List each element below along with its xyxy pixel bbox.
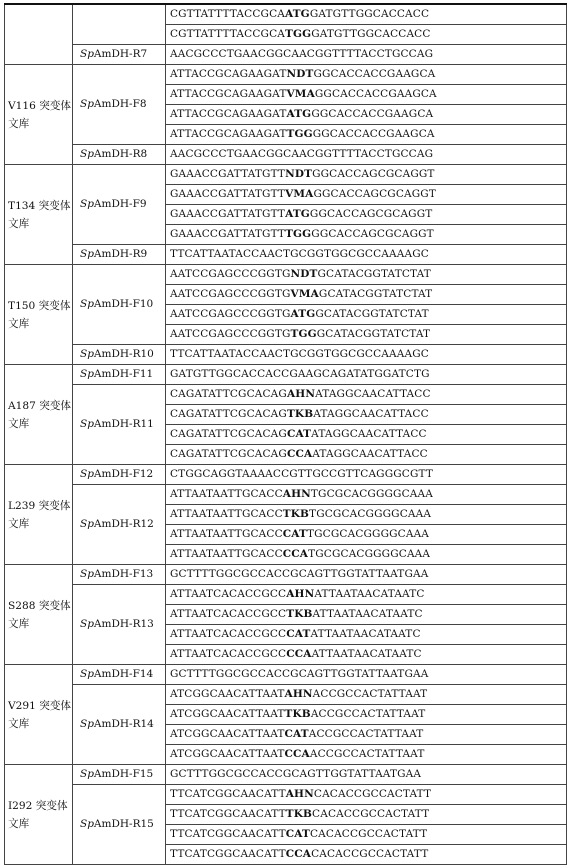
- mutation-codon: VMA: [290, 288, 319, 300]
- sequence-prefix: GAAACCGATTATGTT: [170, 208, 286, 220]
- sequence-prefix: TTCATTAATACCAACTGCGGTGGCGCCAAAAGC: [170, 248, 429, 260]
- sequence-cell: [166, 565, 567, 585]
- primer-name-cell: [73, 345, 166, 365]
- table-row: [5, 65, 567, 85]
- table-row: [5, 565, 567, 585]
- primer-name-cell: [73, 165, 166, 245]
- sequence-prefix: ATCGGCAACATTAAT: [170, 748, 285, 760]
- sequence-cell: [166, 665, 567, 685]
- sequence-suffix: GGCACCACCGAAGCA: [312, 128, 435, 140]
- species-prefix: Sp: [80, 768, 94, 780]
- primer-name-rest: AmDH-F9: [93, 198, 147, 210]
- mutation-codon: TKB: [286, 408, 314, 420]
- table-row: [5, 4, 567, 25]
- primer-name-rest: AmDH-R11: [93, 418, 154, 430]
- sequence-cell: [166, 525, 567, 545]
- sequence-prefix: TTCATCGGCAACATT: [170, 828, 286, 840]
- primer-name-cell: [73, 685, 166, 765]
- primer-name-cell: [73, 65, 166, 145]
- sequence-prefix: GAAACCGATTATGTT: [170, 228, 286, 240]
- sequence-cell: [166, 445, 567, 465]
- sequence-prefix: ATTAATAATTGCACC: [170, 548, 283, 560]
- sequence-cell: [166, 185, 567, 205]
- primer-name-cell: [73, 145, 166, 165]
- sequence-cell: [166, 725, 567, 745]
- mutation-codon: ATG: [285, 208, 310, 220]
- mutation-codon: CAT: [285, 828, 310, 840]
- library-cell: I292 突变体文库: [5, 765, 73, 865]
- sequence-suffix: GGCACCACCGAAGCA: [314, 88, 437, 100]
- sequence-prefix: ATTAATCACACCGCC: [170, 628, 287, 640]
- mutation-codon: ATG: [285, 8, 310, 20]
- sequence-prefix: ATTAATCACACCGCC: [170, 648, 287, 660]
- mutation-codon: CCA: [284, 748, 310, 760]
- mutation-codon: CAT: [282, 528, 307, 540]
- primer-name-cell: [73, 465, 166, 485]
- primer-name-cell: [73, 4, 166, 45]
- sequence-suffix: GATGTTGGCACCACC: [309, 8, 430, 20]
- sequence-suffix: TGCGCACGGGGCAAA: [310, 488, 433, 500]
- sequence-cell: [166, 345, 567, 365]
- species-prefix: Sp: [80, 368, 94, 380]
- sequence-prefix: AATCCGAGCCCGGTG: [170, 328, 291, 340]
- sequence-cell: [166, 205, 567, 225]
- primer-name-rest: AmDH-F13: [93, 568, 154, 580]
- sequence-suffix: ACCGCCACTATTAAT: [308, 728, 424, 740]
- sequence-cell: [166, 425, 567, 445]
- sequence-prefix: ATTACCGCAGAAGAT: [170, 108, 287, 120]
- library-cell: V291 突变体文库: [5, 665, 73, 765]
- sequence-cell: [166, 85, 567, 105]
- library-cell: V116 突变体文库: [5, 65, 73, 165]
- sequence-suffix: CACACCGCCACTATT: [311, 848, 429, 860]
- sequence-cell: [166, 745, 567, 765]
- table-row: [5, 485, 567, 505]
- table-row: [5, 665, 567, 685]
- sequence-prefix: CAGATATTCGCACAG: [170, 388, 287, 400]
- library-cell: A187 突变体文库: [5, 365, 73, 465]
- sequence-prefix: ATTAATAATTGCACC: [170, 528, 283, 540]
- table-row: [5, 365, 567, 385]
- sequence-suffix: GGCACCAGCGCAGGT: [312, 168, 435, 180]
- mutation-codon: NDT: [286, 68, 314, 80]
- primer-name-rest: AmDH-R10: [93, 348, 154, 360]
- sequence-cell: [166, 305, 567, 325]
- primer-name-cell: [73, 565, 166, 585]
- primer-name-rest: AmDH-R12: [93, 518, 154, 530]
- mutation-codon: VMA: [286, 88, 315, 100]
- sequence-suffix: ACCGCCACTATTAAT: [312, 688, 428, 700]
- mutation-codon: TGG: [285, 228, 312, 240]
- primer-name-rest: AmDH-F11: [93, 368, 154, 380]
- mutation-codon: ATG: [290, 308, 316, 320]
- species-prefix: Sp: [80, 668, 94, 680]
- sequence-cell: [166, 65, 567, 85]
- mutation-codon: CCA: [286, 648, 312, 660]
- sequence-prefix: ATTAATAATTGCACC: [170, 508, 283, 520]
- primer-name-rest: AmDH-R14: [93, 718, 154, 730]
- table-row: [5, 265, 567, 285]
- sequence-prefix: GAAACCGATTATGTT: [170, 188, 286, 200]
- sequence-cell: [166, 145, 567, 165]
- sequence-cell: [166, 585, 567, 605]
- library-cell: [5, 4, 73, 65]
- sequence-prefix: CAGATATTCGCACAG: [170, 428, 287, 440]
- sequence-cell: [166, 265, 567, 285]
- species-prefix: Sp: [80, 148, 94, 160]
- sequence-prefix: ATTACCGCAGAAGAT: [170, 128, 287, 140]
- species-prefix: Sp: [80, 48, 94, 60]
- table-row: [5, 765, 567, 785]
- primer-name-cell: [73, 45, 166, 65]
- species-prefix: Sp: [80, 518, 94, 530]
- sequence-prefix: GCTTTGGCGCCACCGCAGTTGGTATTAATGAA: [170, 768, 422, 780]
- mutation-codon: TGG: [290, 328, 317, 340]
- sequence-cell: [166, 485, 567, 505]
- species-prefix: Sp: [80, 348, 94, 360]
- sequence-cell: [166, 825, 567, 845]
- primer-name-rest: AmDH-R9: [93, 248, 148, 260]
- primer-name-cell: [73, 485, 166, 565]
- sequence-cell: [166, 765, 567, 785]
- mutation-codon: CAT: [286, 628, 311, 640]
- table-row: [5, 345, 567, 365]
- sequence-cell: [166, 285, 567, 305]
- sequence-suffix: CACACCGCCACTATT: [312, 808, 430, 820]
- sequence-prefix: AACGCCCTGAACGGCAACGGTTTTACCTGCCAG: [170, 148, 434, 160]
- sequence-cell: [166, 645, 567, 665]
- mutation-codon: CCA: [282, 548, 309, 560]
- mutation-codon: TKB: [282, 508, 310, 520]
- sequence-cell: [166, 105, 567, 125]
- sequence-cell: [166, 705, 567, 725]
- sequence-prefix: CTGGCAGGTAAAACCGTTGCCGTTCAGGGCGTT: [170, 468, 434, 480]
- sequence-suffix: ATAGGCAACATTACC: [312, 448, 428, 460]
- primer-name-cell: [73, 265, 166, 345]
- sequence-cell: [166, 845, 567, 865]
- sequence-prefix: AATCCGAGCCCGGTG: [170, 288, 291, 300]
- sequence-prefix: CAGATATTCGCACAG: [170, 408, 287, 420]
- sequence-prefix: CAGATATTCGCACAG: [170, 448, 287, 460]
- mutation-codon: TGG: [286, 128, 313, 140]
- mutation-codon: AHN: [286, 388, 316, 400]
- primer-name-rest: AmDH-R13: [93, 618, 154, 630]
- mutation-codon: AHN: [285, 788, 314, 800]
- table-row: [5, 385, 567, 405]
- primer-name-rest: AmDH-R15: [93, 818, 154, 830]
- sequence-cell: [166, 225, 567, 245]
- sequence-prefix: AATCCGAGCCCGGTG: [170, 268, 291, 280]
- sequence-suffix: ATTAATAACATAATC: [310, 628, 421, 640]
- sequence-suffix: ATAGGCAACATTACC: [315, 388, 431, 400]
- sequence-suffix: TGCGCACGGGGCAAA: [306, 528, 430, 540]
- sequence-cell: [166, 365, 567, 385]
- species-prefix: Sp: [80, 718, 94, 730]
- sequence-cell: [166, 785, 567, 805]
- sequence-suffix: ATAGGCAACATTACC: [311, 428, 427, 440]
- sequence-suffix: GCATACGGTATCTAT: [316, 328, 431, 340]
- mutation-codon: TKB: [284, 708, 311, 720]
- primer-table-body: [5, 4, 567, 865]
- sequence-prefix: CGTTATTTTACCGCA: [170, 28, 285, 40]
- species-prefix: Sp: [80, 98, 94, 110]
- sequence-suffix: GGCACCAGCGCAGGT: [311, 228, 434, 240]
- sequence-prefix: TTCATCGGCAACATT: [170, 788, 286, 800]
- sequence-suffix: GATGTTGGCACCACC: [311, 28, 431, 40]
- mutation-codon: ATG: [286, 108, 312, 120]
- primer-name-cell: [73, 765, 166, 785]
- sequence-prefix: TTCATTAATACCAACTGCGGTGGCGCCAAAAGC: [170, 348, 429, 360]
- sequence-cell: [166, 165, 567, 185]
- sequence-prefix: GAAACCGATTATGTT: [170, 168, 286, 180]
- table-row: [5, 165, 567, 185]
- sequence-prefix: GATGTTGGCACCACCGAAGCAGATATGGATCTG: [170, 368, 430, 380]
- sequence-cell: [166, 4, 567, 25]
- species-prefix: Sp: [80, 618, 94, 630]
- sequence-suffix: ATAGGCAACATTACC: [313, 408, 429, 420]
- mutation-codon: VMA: [285, 188, 314, 200]
- sequence-prefix: ATTAATAATTGCACC: [170, 488, 283, 500]
- sequence-prefix: CGTTATTTTACCGCA: [170, 8, 285, 20]
- sequence-cell: [166, 245, 567, 265]
- primer-name-rest: AmDH-F15: [93, 768, 154, 780]
- mutation-codon: AHN: [286, 588, 315, 600]
- sequence-prefix: ATTACCGCAGAAGAT: [170, 68, 287, 80]
- sequence-suffix: CACACCGCCACTATT: [309, 828, 428, 840]
- table-row: [5, 465, 567, 485]
- sequence-cell: [166, 325, 567, 345]
- species-prefix: Sp: [80, 298, 94, 310]
- mutation-codon: TKB: [285, 808, 313, 820]
- sequence-suffix: ACCGCCACTATTAAT: [309, 748, 425, 760]
- table-row: [5, 585, 567, 605]
- table-row: [5, 785, 567, 805]
- sequence-suffix: GGCACCAGCGCAGGT: [313, 188, 436, 200]
- sequence-cell: [166, 45, 567, 65]
- primer-name-rest: AmDH-R8: [93, 148, 148, 160]
- library-cell: S288 突变体文库: [5, 565, 73, 665]
- sequence-cell: [166, 505, 567, 525]
- primer-name-cell: [73, 245, 166, 265]
- sequence-suffix: TGCGCACGGGGCAAA: [309, 508, 432, 520]
- table-row: [5, 45, 567, 65]
- sequence-prefix: GCTTTTGGCGCCACCGCAGTTGGTATTAATGAA: [170, 568, 429, 580]
- table-row: [5, 145, 567, 165]
- sequence-prefix: ATTAATCACACCGCC: [170, 588, 287, 600]
- primer-name-cell: [73, 785, 166, 865]
- sequence-cell: [166, 25, 567, 45]
- primer-name-cell: [73, 665, 166, 685]
- sequence-prefix: AATCCGAGCCCGGTG: [170, 308, 291, 320]
- sequence-prefix: ATCGGCAACATTAAT: [170, 708, 285, 720]
- sequence-prefix: ATCGGCAACATTAAT: [170, 728, 285, 740]
- sequence-suffix: ATTAATAACATAATC: [312, 608, 423, 620]
- sequence-suffix: GGCACCACCGAAGCA: [313, 68, 436, 80]
- species-prefix: Sp: [80, 418, 94, 430]
- primer-name-cell: [73, 585, 166, 665]
- sequence-suffix: ATTAATAACATAATC: [314, 588, 425, 600]
- sequence-suffix: GCATACGGTATCTAT: [318, 288, 433, 300]
- sequence-cell: [166, 685, 567, 705]
- primer-name-rest: AmDH-F8: [93, 98, 147, 110]
- sequence-suffix: CACACCGCCACTATT: [313, 788, 432, 800]
- sequence-cell: [166, 625, 567, 645]
- mutation-codon: CAT: [286, 428, 312, 440]
- sequence-cell: [166, 465, 567, 485]
- mutation-codon: TGG: [285, 28, 312, 40]
- primer-table: [4, 3, 567, 865]
- primer-name-cell: [73, 385, 166, 465]
- sequence-cell: [166, 125, 567, 145]
- table-row: [5, 685, 567, 705]
- sequence-prefix: ATTAATCACACCGCC: [170, 608, 287, 620]
- primer-name-rest: AmDH-F14: [93, 668, 154, 680]
- sequence-prefix: TTCATCGGCAACATT: [170, 848, 286, 860]
- species-prefix: Sp: [80, 248, 94, 260]
- mutation-codon: CCA: [286, 448, 313, 460]
- primer-name-rest: AmDH-R7: [93, 48, 148, 60]
- sequence-suffix: ATTAATAACATAATC: [311, 648, 422, 660]
- library-cell: L239 突变体文库: [5, 465, 73, 565]
- sequence-cell: [166, 405, 567, 425]
- sequence-cell: [166, 385, 567, 405]
- mutation-codon: AHN: [282, 488, 311, 500]
- sequence-prefix: ATCGGCAACATTAAT: [170, 688, 285, 700]
- mutation-codon: CCA: [285, 848, 312, 860]
- mutation-codon: AHN: [284, 688, 313, 700]
- species-prefix: Sp: [80, 568, 94, 580]
- sequence-cell: [166, 545, 567, 565]
- sequence-cell: [166, 805, 567, 825]
- primer-name-rest: AmDH-F12: [93, 468, 154, 480]
- sequence-prefix: TTCATCGGCAACATT: [170, 808, 286, 820]
- sequence-suffix: GCATACGGTATCTAT: [315, 308, 429, 320]
- sequence-suffix: GCATACGGTATCTAT: [317, 268, 431, 280]
- table-row: [5, 245, 567, 265]
- sequence-suffix: TGCGCACGGGGCAAA: [308, 548, 431, 560]
- mutation-codon: NDT: [285, 168, 313, 180]
- sequence-suffix: ACCGCCACTATTAAT: [310, 708, 426, 720]
- sequence-prefix: ATTACCGCAGAAGAT: [170, 88, 287, 100]
- sequence-suffix: GGCACCAGCGCAGGT: [309, 208, 433, 220]
- primer-name-rest: AmDH-F10: [93, 298, 154, 310]
- mutation-codon: CAT: [284, 728, 309, 740]
- mutation-codon: NDT: [290, 268, 318, 280]
- sequence-prefix: GCTTTTGGCGCCACCGCAGTTGGTATTAATGAA: [170, 668, 429, 680]
- sequence-prefix: AACGCCCTGAACGGCAACGGTTTTACCTGCCAG: [170, 48, 434, 60]
- sequence-suffix: GGCACCACCGAAGCA: [311, 108, 434, 120]
- species-prefix: Sp: [80, 818, 94, 830]
- species-prefix: Sp: [80, 468, 94, 480]
- species-prefix: Sp: [80, 198, 94, 210]
- library-cell: T134 突变体文库: [5, 165, 73, 265]
- primer-name-cell: [73, 365, 166, 385]
- mutation-codon: TKB: [286, 608, 313, 620]
- sequence-cell: [166, 605, 567, 625]
- library-cell: T150 突变体文库: [5, 265, 73, 365]
